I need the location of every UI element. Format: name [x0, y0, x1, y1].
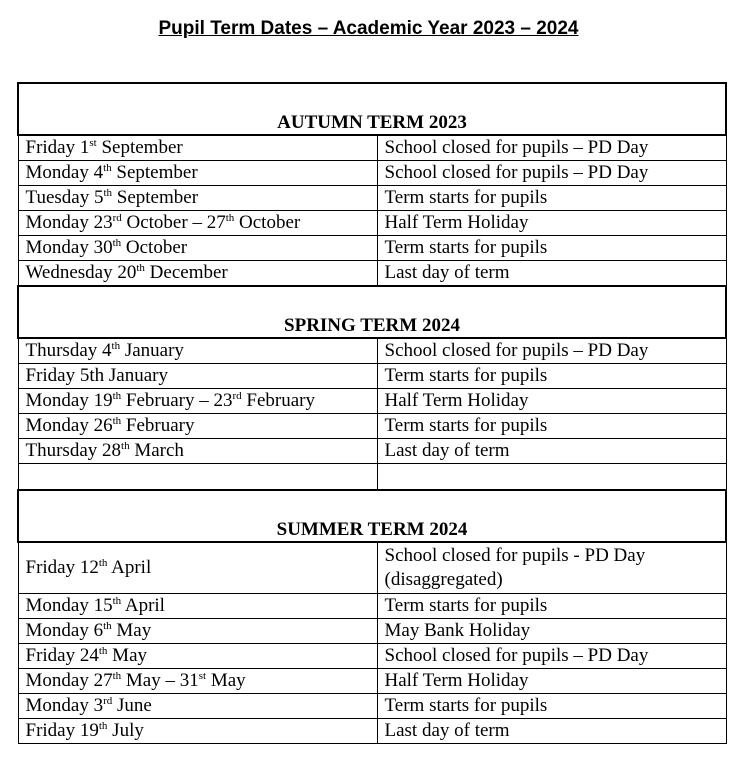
date-sup1: th — [112, 237, 122, 249]
event-text: School closed for pupils – PD Day — [384, 137, 649, 158]
date-mid: April — [107, 557, 152, 578]
date-pre: Monday 23 — [25, 212, 113, 233]
event-cell — [377, 644, 726, 669]
date-pre: Tuesday 5 — [25, 187, 104, 208]
date-cell — [18, 389, 377, 414]
event-cell — [377, 439, 726, 464]
event-text: Term starts for pupils — [384, 187, 548, 208]
date-sup1: rd — [112, 212, 122, 224]
event-cell — [377, 464, 726, 491]
date-mid: May — [111, 620, 152, 641]
date-cell — [18, 161, 377, 186]
date-row — [18, 644, 726, 669]
event-cell — [377, 338, 726, 364]
event-text: Half Term Holiday — [384, 212, 529, 233]
date-sup1: th — [112, 415, 122, 427]
date-pre: Monday 3 — [25, 695, 104, 716]
date-row — [18, 414, 726, 439]
date-sup1: th — [136, 262, 145, 274]
date-mid: June — [112, 695, 152, 716]
date-cell — [18, 694, 377, 719]
event-cell — [377, 236, 726, 261]
date-pre: Monday 4 — [25, 162, 104, 183]
date-cell — [18, 338, 377, 364]
date-mid: March — [129, 440, 184, 461]
date-mid: May — [107, 645, 147, 666]
date-post: October — [234, 212, 301, 233]
date-pre: Friday 1 — [25, 137, 90, 158]
date-row — [18, 135, 726, 161]
date-row — [18, 186, 726, 211]
date-pre: Thursday 28 — [25, 440, 122, 461]
date-row — [18, 389, 726, 414]
event-text: School closed for pupils – PD Day — [384, 645, 649, 666]
event-cell — [377, 619, 726, 644]
date-sup1: th — [111, 340, 121, 352]
date-row — [18, 619, 726, 644]
date-cell — [18, 211, 377, 236]
event-cell — [377, 161, 726, 186]
date-mid: October – 27 — [121, 212, 226, 233]
date-sup1: th — [98, 645, 108, 657]
date-sup1: th — [98, 720, 108, 732]
date-pre: Monday 27 — [25, 670, 113, 691]
date-row — [18, 161, 726, 186]
date-mid: April — [121, 595, 165, 616]
date-sup1: th — [103, 620, 112, 632]
document-title — [0, 18, 737, 40]
date-cell — [18, 542, 377, 594]
date-row — [18, 236, 726, 261]
date-row — [18, 211, 726, 236]
event-text: Last day of term — [384, 262, 510, 283]
date-pre: Friday 12 — [25, 557, 99, 578]
date-mid: September — [96, 137, 183, 158]
date-sup1: th — [112, 390, 122, 402]
date-cell — [18, 644, 377, 669]
term-heading: SUMMER TERM 2024 — [18, 490, 726, 542]
date-cell — [18, 364, 377, 389]
date-sup1: th — [103, 187, 113, 199]
event-cell — [377, 186, 726, 211]
date-mid: September — [112, 187, 199, 208]
event-text: Half Term Holiday — [384, 390, 529, 411]
date-cell — [18, 719, 377, 744]
date-pre: Thursday 4 — [25, 340, 112, 361]
date-pre: Monday 6 — [25, 620, 104, 641]
date-pre: Friday 24 — [25, 645, 99, 666]
event-text: Last day of term — [384, 720, 510, 741]
event-cell — [377, 669, 726, 694]
date-row — [18, 542, 726, 594]
event-cell — [377, 364, 726, 389]
date-mid: October — [121, 237, 188, 258]
date-row — [18, 261, 726, 287]
date-post: February — [241, 390, 315, 411]
term-heading-row — [18, 286, 726, 338]
date-sup1: th — [103, 162, 112, 174]
event-cell — [377, 389, 726, 414]
date-cell — [18, 594, 377, 619]
date-sup2: st — [198, 670, 207, 682]
event-cell — [377, 414, 726, 439]
date-sup1: th — [98, 557, 108, 569]
date-sup1: st — [89, 137, 97, 149]
event-cell — [377, 719, 726, 744]
date-row — [18, 464, 726, 491]
date-mid: July — [107, 720, 144, 741]
date-mid: February – 23 — [121, 390, 233, 411]
term-heading: SPRING TERM 2024 — [18, 286, 726, 338]
term-heading-row — [18, 83, 726, 135]
date-cell — [18, 186, 377, 211]
date-pre: Monday 30 — [25, 237, 113, 258]
event-cell — [377, 594, 726, 619]
event-text: School closed for pupils – PD Day — [384, 162, 649, 183]
date-mid: May – 31 — [121, 670, 199, 691]
date-mid: September — [111, 162, 198, 183]
date-row — [18, 694, 726, 719]
date-cell — [18, 236, 377, 261]
date-pre: Friday 5th January — [25, 365, 168, 386]
document-title-text: Pupil Term Dates – Academic Year 2023 – 2024 — [158, 18, 579, 39]
date-pre: Monday 15 — [25, 595, 113, 616]
event-text: May Bank Holiday — [384, 620, 531, 641]
date-row — [18, 669, 726, 694]
date-sup1: rd — [103, 695, 113, 707]
date-row — [18, 364, 726, 389]
date-mid: December — [144, 262, 228, 283]
date-cell — [18, 464, 377, 491]
event-text: Term starts for pupils — [384, 695, 548, 716]
event-cell — [377, 542, 726, 594]
date-sup1: th — [112, 670, 122, 682]
event-cell — [377, 261, 726, 287]
date-sup1: th — [112, 595, 122, 607]
date-cell — [18, 135, 377, 161]
event-text: Term starts for pupils — [384, 365, 548, 386]
date-pre: Monday 19 — [25, 390, 113, 411]
date-post: May — [206, 670, 246, 691]
date-pre: Monday 26 — [25, 415, 113, 436]
event-cell — [377, 135, 726, 161]
date-row — [18, 594, 726, 619]
event-cell — [377, 694, 726, 719]
event-text-line2: (disaggregated) — [384, 569, 503, 590]
event-cell — [377, 211, 726, 236]
term-heading: AUTUMN TERM 2023 — [18, 83, 726, 135]
date-cell — [18, 669, 377, 694]
event-text: Term starts for pupils — [384, 237, 548, 258]
date-sup1: th — [121, 440, 130, 452]
date-row — [18, 439, 726, 464]
term-heading-row — [18, 490, 726, 542]
date-mid: January — [120, 340, 184, 361]
date-cell — [18, 414, 377, 439]
date-sup2: rd — [232, 390, 242, 402]
event-text: School closed for pupils - PD Day — [384, 545, 646, 566]
date-pre: Friday 19 — [25, 720, 99, 741]
event-text: Term starts for pupils — [384, 595, 548, 616]
date-row — [18, 338, 726, 364]
event-text: Last day of term — [384, 440, 510, 461]
date-sup2: th — [225, 212, 235, 224]
date-pre: Wednesday 20 — [25, 262, 137, 283]
date-mid: February — [121, 415, 195, 436]
date-cell — [18, 619, 377, 644]
term-dates-table — [17, 82, 727, 744]
term-dates-body — [18, 83, 726, 744]
date-row — [18, 719, 726, 744]
event-text: Half Term Holiday — [384, 670, 529, 691]
event-text: School closed for pupils – PD Day — [384, 340, 649, 361]
date-cell — [18, 261, 377, 287]
date-cell — [18, 439, 377, 464]
event-text: Term starts for pupils — [384, 415, 548, 436]
